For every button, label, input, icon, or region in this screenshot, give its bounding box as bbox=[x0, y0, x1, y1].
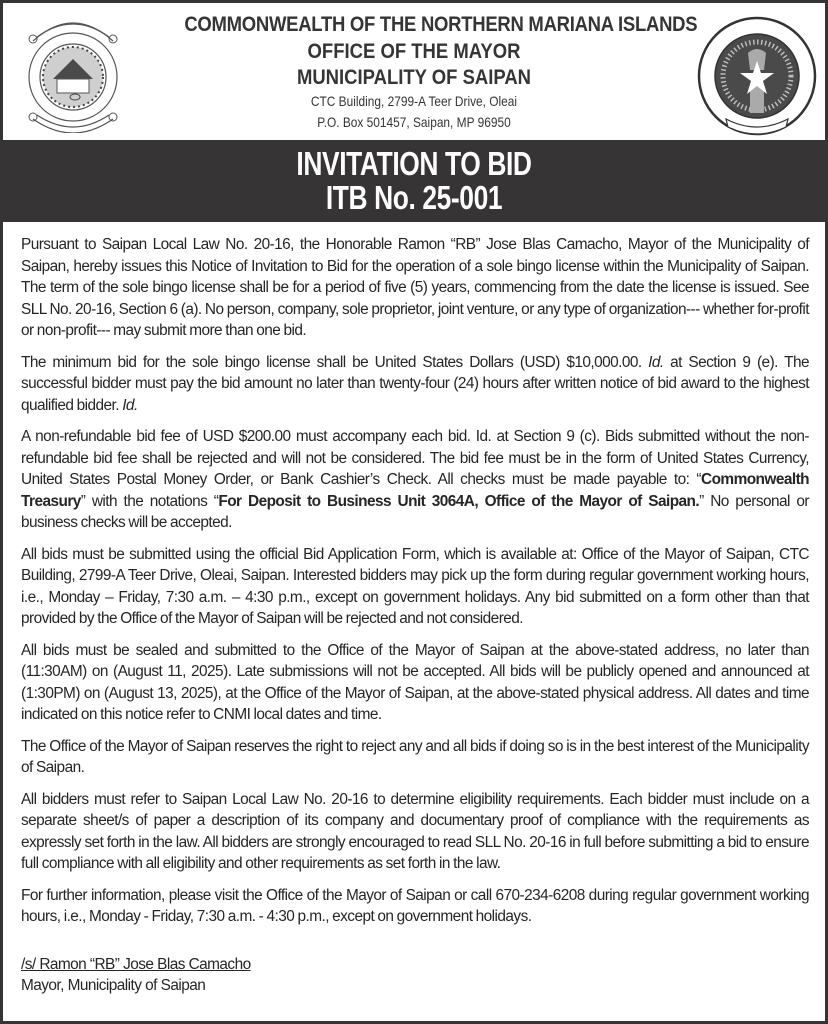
commonwealth-heading: COMMONWEALTH OF THE NORTHERN MARIANA ISLANDS bbox=[184, 13, 698, 36]
paragraph-minimum-bid bbox=[21, 352, 809, 417]
office-heading: OFFICE OF THE MAYOR bbox=[307, 40, 521, 63]
letterhead bbox=[3, 3, 825, 140]
notice-body bbox=[3, 234, 825, 997]
letterhead-text bbox=[153, 11, 698, 133]
notice-title: INVITATION TO BID bbox=[296, 145, 532, 182]
street-address: CTC Building, 2799-A Teer Drive, Oleai bbox=[310, 93, 518, 109]
paragraph-right-to-reject: The Office of the Mayor of Saipan reserves the right to reject any and all bids if doing so is in the best interest of the Municipality of Saipan. bbox=[21, 737, 809, 776]
p2-id-citation-2: Id. bbox=[122, 396, 138, 414]
paragraph-submission-deadline: All bids must be sealed and submitted to the Office of the Mayor of Saipan at the above-stated address, no later than (11:30AM) on (August 11, 2025). Late submissions will not be accepted. All bids will be publicly opened and announced at (1:30PM) on (August 13, 2025), at the Office of the Mayor of Saipan, at the above-stated physical address. All dates and time indicated on this notice refer to CNMI local dates and time. bbox=[21, 641, 809, 723]
p3-text-a: A non-refundable bid fee of USD $200.00 must accompany each bid. Id. at Section 9 (c). Bids submitted without the non-refundable bid fee shall be rejected and will not be considered. The bid fee must be in the form of United States Currency, United States Postal Money Order, or Bank Cashier’s Check. All checks must be made payable to: “ bbox=[21, 428, 809, 488]
paragraph-eligibility: All bidders must refer to Saipan Local Law No. 20-16 to determine eligibility requirements. Each bidder must include on a separate sheet/s of paper a description of its company and documentary proof of compliance with the requirements as expressly set forth in the law. All bidders are strongly encouraged to read SLL No. 20-16 in full before submitting a bid to ensure full compliance with all eligibility and other requirements as set forth in the law. bbox=[21, 790, 809, 872]
payee-name: Commonwealth Treasury bbox=[21, 471, 809, 510]
paragraph-bid-fee bbox=[21, 426, 809, 534]
paragraph-application-form: All bids must be submitted using the official Bid Application Form, which is available at: Office of the Mayor of Saipan, CTC Building, 2799-A Teer Drive, Oleai, Saipan. Interested bidders may pick up the form during regular government working hours, i.e., Monday – Friday, 7:30 a.m. – 4:30 p.m., except on government holidays. Any bid submitted on a form other than that provided by the Office of the Mayor of Saipan will be rejected and not considered. bbox=[21, 545, 809, 627]
mailing-address: P.O. Box 501457, Saipan, MP 96950 bbox=[317, 114, 511, 130]
cnmi-official-seal-icon bbox=[696, 15, 818, 137]
title-banner bbox=[0, 140, 828, 222]
signatory-name: /s/ Ramon “RB” Jose Blas Camacho bbox=[21, 955, 251, 973]
signature-block bbox=[21, 954, 809, 997]
municipality-heading: MUNICIPALITY OF SAIPAN bbox=[296, 66, 532, 89]
p3-text-c: ” No personal or business checks will be accepted. bbox=[21, 492, 810, 531]
itb-number: ITB No. 25-001 bbox=[325, 179, 503, 216]
p2-text-a: The minimum bid for the sole bingo license shall be United States Dollars (USD) $10,000.00. bbox=[21, 353, 649, 371]
p3-text-b: ” with the notations “ bbox=[80, 492, 219, 510]
p2-id-citation: Id. bbox=[648, 353, 664, 371]
paragraph-contact-info: For further information, please visit the Office of the Mayor of Saipan or call 670-234-6208 during regular government working hours, i.e., Monday - Friday, 7:30 a.m. - 4:30 p.m., except on government holidays. bbox=[21, 886, 809, 925]
payment-notation: For Deposit to Business Unit 3064A, Office of the Mayor of Saipan. bbox=[218, 492, 700, 510]
p2-text-b: at Section 9 (e). The successful bidder must pay the bid amount no later than twenty-four (24) hours after written notice of bid award to the highest qualified bidder. bbox=[21, 353, 809, 414]
mayor-office-seal-icon bbox=[23, 15, 123, 133]
paragraph-authority: Pursuant to Saipan Local Law No. 20-16, the Honorable Ramon “RB” Jose Blas Camacho, Mayor of the Municipality of Saipan, hereby issues this Notice of Invitation to Bid for the operation of a sole bingo license within the Municipality of Saipan. The term of the sole bingo license shall be for a period of five (5) years, commencing from the date the license is issued. See SLL No. 20-16, Section 6 (a). No person, company, sole proprietor, joint venture, or any type of organization--- whether for-profit or non-profit--- may submit more than one bid. bbox=[21, 236, 809, 339]
signatory-title: Mayor, Municipality of Saipan bbox=[21, 977, 206, 994]
